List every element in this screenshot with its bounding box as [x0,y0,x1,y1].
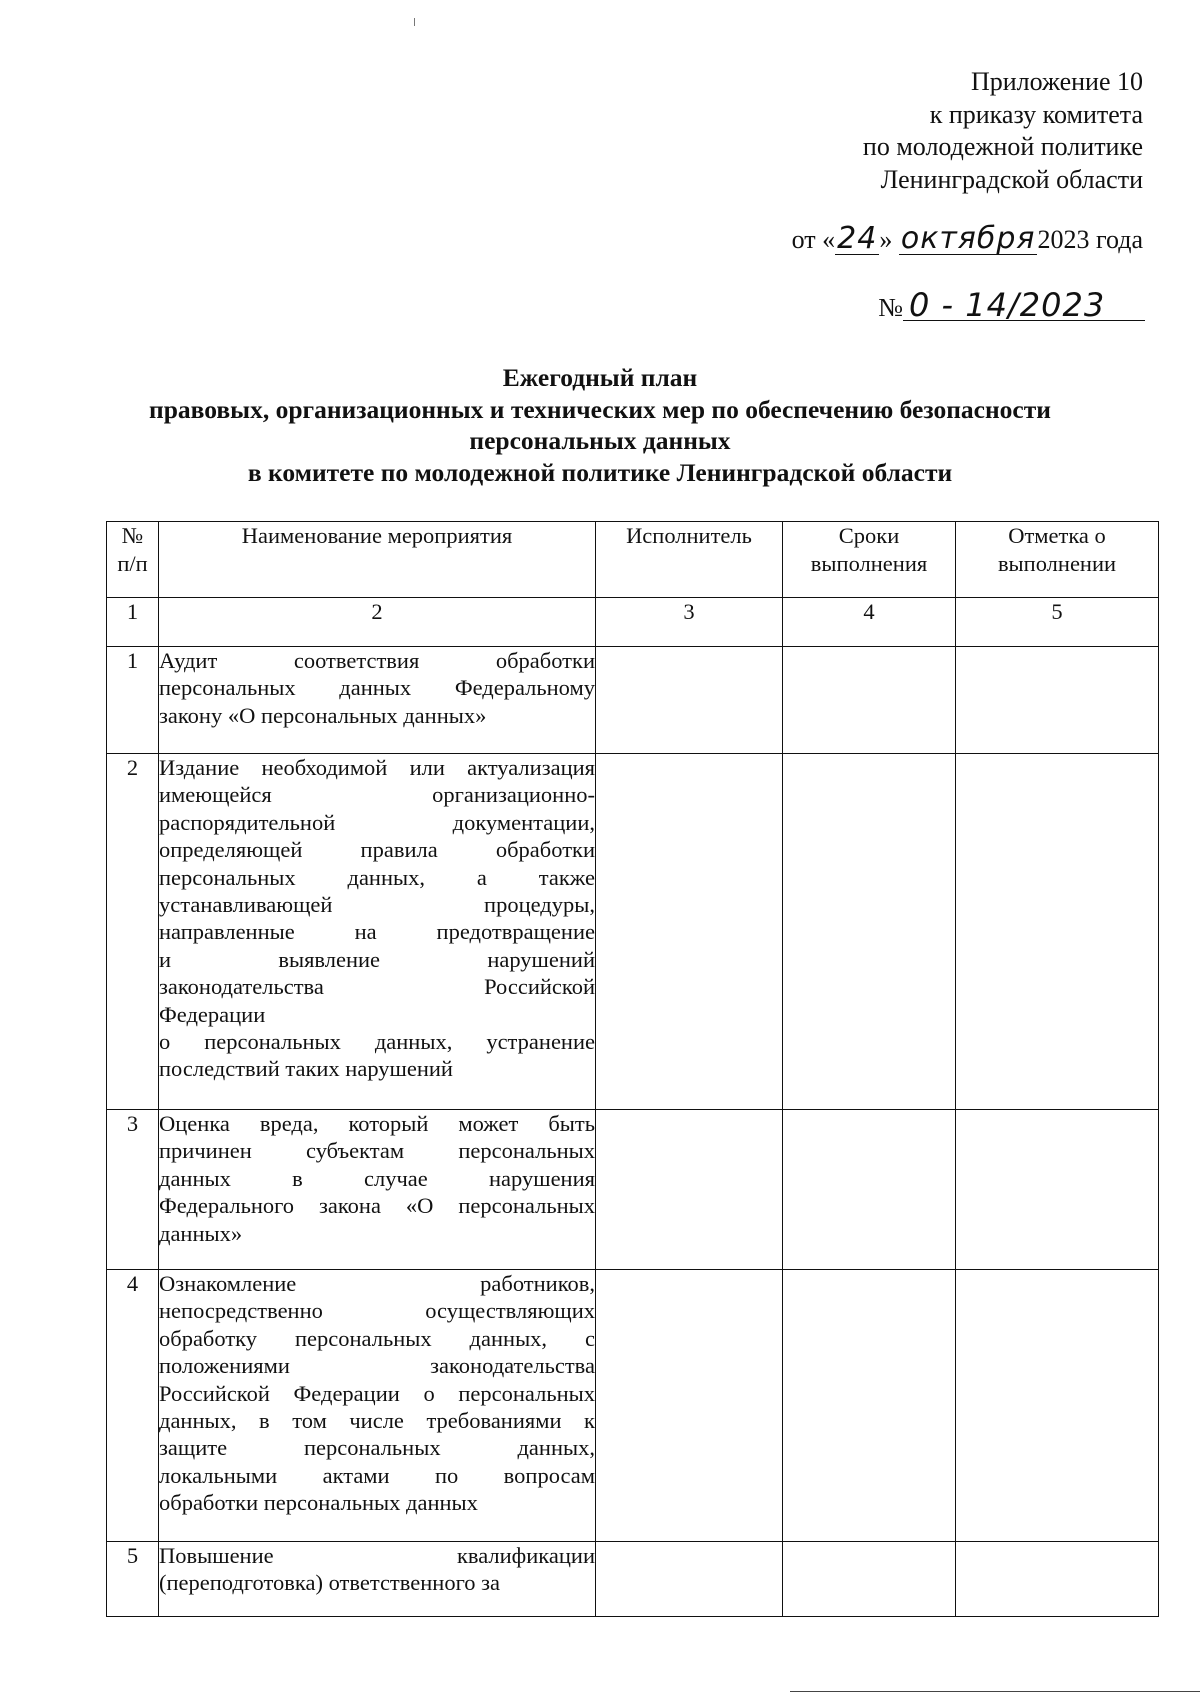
header-no [107,522,159,598]
row-mark-cell [956,647,1159,754]
date-day-handwritten: 24 [837,221,878,256]
description-line: Аудит соответствия обработки [159,648,595,673]
row-executor-cell [596,1270,783,1542]
date-prefix: от « [791,225,836,254]
description-line: и выявление нарушений [159,946,595,972]
row-executor-cell [596,647,783,754]
appendix-line: Ленинградской области [880,164,1143,194]
scan-mark [414,18,415,26]
header-terms [783,522,956,598]
header-name-text: Наименование мероприятия [241,523,513,548]
number-prefix: № [878,293,903,322]
column-number-row [107,598,1159,647]
description-line: последствий таких нарушений [159,1056,453,1082]
row-mark-cell [956,1110,1159,1270]
description-line: обработку персональных данных, с [159,1325,595,1351]
description-line: персональных данных Федеральному [159,675,595,701]
row-terms-cell [783,1270,956,1542]
description-line: причинен субъектам персональных [159,1138,595,1164]
table-row [107,1270,1159,1542]
description-line: положениями законодательства [159,1353,595,1379]
row-number: 4 [107,1270,159,1542]
header-executor-text: Исполнитель [626,523,752,548]
date-month-handwritten: октября [900,221,1036,256]
row-terms-cell [783,1542,956,1617]
header-mark-line2: выполнении [997,551,1117,576]
title-line: в комитете по молодежной политике Ленинградской области [247,457,953,487]
title-line: правовых, организационных и технических мер по обеспечению безопасности [149,394,1051,424]
row-description [159,1542,596,1617]
description-line: законодательства Российской [159,974,595,1000]
description-line: данных в случае нарушения [159,1165,595,1191]
header-terms-line2: выполнения [810,551,928,576]
column-number: 4 [783,598,956,647]
description-line: Ознакомление работников, [159,1271,595,1296]
row-number: 2 [107,754,159,1110]
row-description [159,647,596,754]
header-terms-line1: Сроки [838,523,900,548]
appendix-line: по молодежной политике [862,132,1143,161]
description-line: обработки персональных данных [159,1490,478,1516]
description-line: (переподготовка) ответственного за [159,1570,500,1596]
description-line: персональных данных, а также [159,864,595,890]
column-number: 5 [956,598,1159,647]
date-suffix: 2023 года [1037,225,1143,254]
header-no-line2: п/п [117,551,148,576]
title-line: персональных данных [469,426,731,455]
order-number [878,286,1145,326]
row-terms-cell [783,1110,956,1270]
row-description [159,1110,596,1270]
column-number: 2 [159,598,596,647]
header-mark [956,522,1159,598]
row-description [159,754,596,1110]
row-number: 1 [107,647,159,754]
description-line: имеющейся организационно- [159,782,595,808]
description-line: Повышение квалификации [159,1543,595,1568]
document-title [100,362,1100,488]
header-no-line1: № [121,523,144,548]
row-number: 3 [107,1110,159,1270]
appendix-line: к приказу комитета [929,99,1143,129]
description-line: Издание необходимой или актуализация [159,755,595,780]
description-line: устанавливающей процедуры, [159,892,595,918]
table-row [107,754,1159,1110]
appendix-reference [863,66,1143,196]
description-line: защите персональных данных, [159,1435,595,1461]
table-row [107,647,1159,754]
description-line: распорядительной документации, [159,809,595,835]
row-executor-cell [596,754,783,1110]
description-line: закону «О персональных данных» [159,702,487,728]
header-executor [596,522,783,598]
description-line: определяющей правила обработки [159,837,595,863]
footer-rule [790,1691,1200,1692]
description-line: локальными актами по вопросам [159,1462,595,1488]
appendix-line: Приложение 10 [970,67,1143,96]
row-number: 5 [107,1542,159,1617]
table-row [107,1110,1159,1270]
order-date [791,221,1143,256]
description-line: направленные на предотвращение [159,919,595,945]
row-terms-cell [783,754,956,1110]
header-name [159,522,596,598]
date-mid: » [879,225,893,254]
row-mark-cell [956,754,1159,1110]
description-line: непосредственно осуществляющих [159,1298,595,1324]
table-row [107,1542,1159,1617]
table-header-row [107,522,1159,598]
column-number: 1 [107,598,159,647]
plan-table [106,521,1159,1617]
column-number: 3 [596,598,783,647]
description-line: Российской Федерации о персональных [159,1380,595,1406]
description-line: о персональных данных, устранение [159,1029,595,1055]
description-line: данных, в том числе требованиями к [159,1408,595,1434]
number-value-handwritten: 0 - 14/2023 [903,290,1145,321]
description-line: Оценка вреда, который может быть [159,1111,595,1136]
header-mark-line1: Отметка о [1008,523,1106,548]
description-line: Федерального закона «О персональных [159,1193,595,1219]
title-line: Ежегодный план [502,363,698,392]
row-executor-cell [596,1110,783,1270]
row-mark-cell [956,1542,1159,1617]
row-mark-cell [956,1270,1159,1542]
description-line: Федерации [159,1001,266,1027]
row-description [159,1270,596,1542]
description-line: данных» [159,1220,243,1246]
row-terms-cell [783,647,956,754]
row-executor-cell [596,1542,783,1617]
